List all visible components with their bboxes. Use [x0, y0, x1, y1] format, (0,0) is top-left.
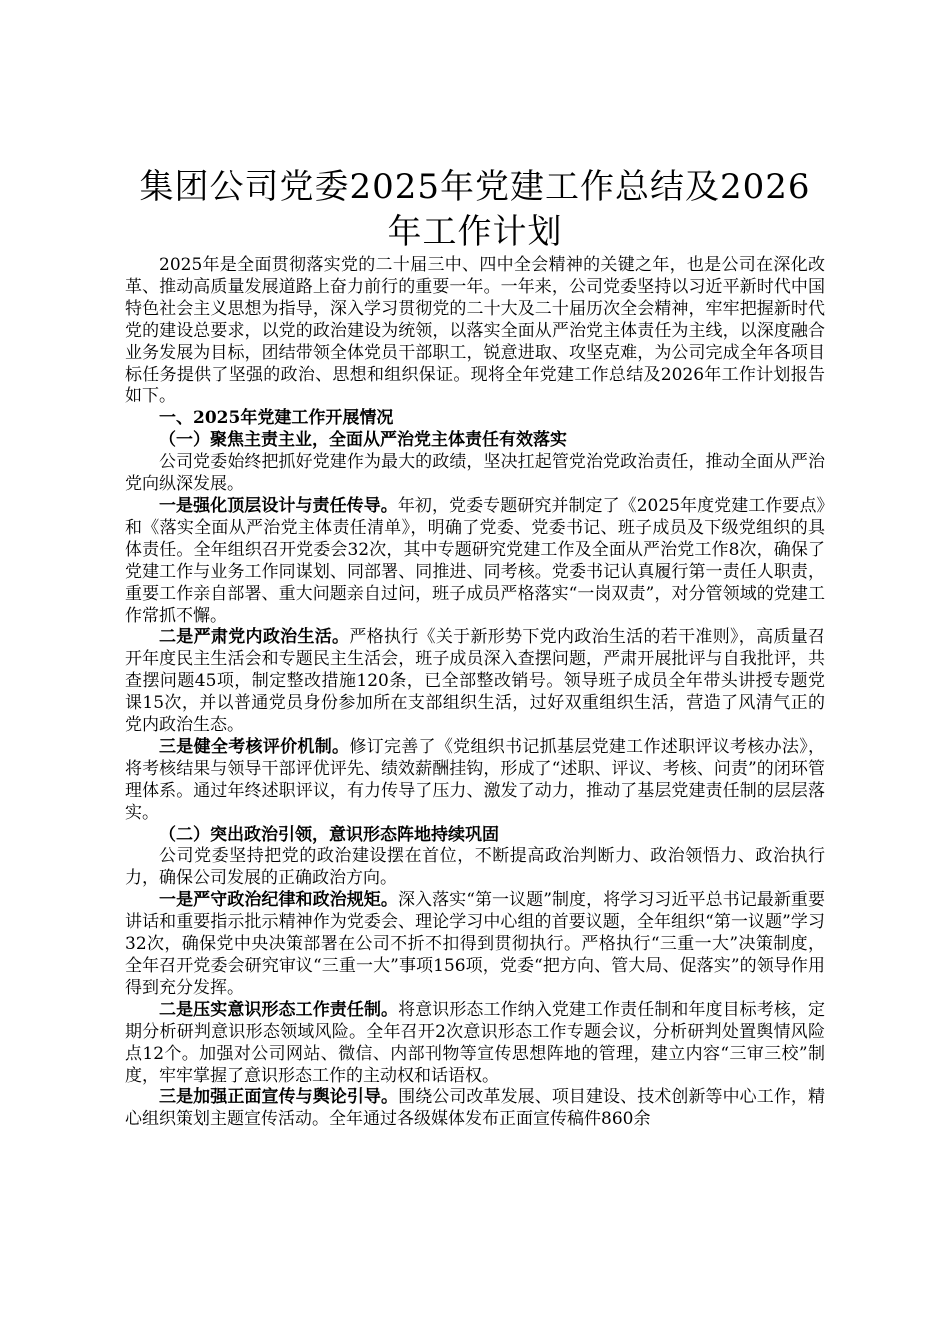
subsection-heading: （一）聚焦主责主业，全面从严治党主体责任有效落实	[159, 430, 567, 451]
item-paragraph	[125, 627, 825, 737]
item-text: 严格执行《关于新形势下党内政治生活的若干准则》，高质量召开年度民主生活会和专题民主生活会，班子成员深入查摆问题，严肃开展批评与自我批评，共查摆问题45项，制定整改措施120条，已全部整改销号。领导班子成员全年带头讲授专题党课15次，并以普通党员身份参加所在支部组织生活，过好双重组织生活，营造了风清气正的党内政治生态。	[125, 627, 826, 736]
item-lead: 一是强化顶层设计与责任传导。	[159, 495, 398, 516]
item-lead: 二是严肃党内政治生活。	[159, 627, 350, 648]
intro-paragraph: 2025年是全面贯彻落实党的二十届三中、四中全会精神的关键之年，也是公司在深化改革、推动高质量发展道路上奋力前行的重要一年。一年来，公司党委坚持以习近平新时代中国特色社会主义思想为指导，深入学习贯彻党的二十大及二十届历次全会精神，牢牢把握新时代党的建设总要求，以党的政治建设为统领，以落实全面从严治党主体责任为主线，以深度融合业务发展为目标，团结带领全体党员干部职工，锐意进取、攻坚克难，为公司完成全年各项目标任务提供了坚强的政治、思想和组织保证。现将全年党建工作总结及2026年工作计划报告如下。	[125, 255, 825, 407]
item-text: 年初，党委专题研究并制定了《2025年度党建工作要点》和《落实全面从严治党主体责任清单》，明确了党委、党委书记、班子成员及下级党组织的具体责任。全年组织召开党委会32次，其中专题研究党建工作及全面从严治党工作8次，确保了党建工作与业务工作同谋划、同部署、同推进、同考核。党委书记认真履行第一责任人职责，重要工作亲自部署、重大问题亲自过问，班子成员严格落实“一岗双责”，对分管领域的党建工作常抓不懈。	[125, 495, 826, 626]
item-lead: 二是压实意识形态工作责任制。	[159, 999, 399, 1020]
item-paragraph	[125, 1000, 825, 1088]
item-lead: 三是健全考核评价机制。	[159, 736, 350, 757]
item-text: 将意识形态工作纳入党建工作责任制和年度目标考核，定期分析研判意识形态领域风险。全年召开2次意识形态工作专题会议，分析研判处置舆情风险点12个。加强对公司网站、微信、内部刊物等宣传思想阵地的管理，建立内容“三审三校”制度，牢牢掌握了意识形态工作的主动权和话语权。	[125, 999, 826, 1086]
item-paragraph	[125, 890, 825, 1000]
item-text: 深入落实“第一议题”制度，将学习习近平总书记最新重要讲话和重要指示批示精神作为党委会、理论学习中心组的首要议题，全年组织“第一议题”学习32次，确保党中央决策部署在公司不折不扣得到贯彻执行。严格执行“三重一大”决策制度，全年召开党委会研究审议“三重一大”事项156项，党委“把方向、管大局、促落实”的领导作用得到充分发挥。	[125, 890, 825, 998]
item-paragraph	[125, 1087, 825, 1131]
item-text: 围绕公司改革发展、项目建设、技术创新等中心工作，精心组织策划主题宣传活动。全年通过各级媒体发布正面宣传稿件860余	[125, 1087, 826, 1130]
item-lead: 一是严守政治纪律和政治规矩。	[159, 890, 398, 911]
section-heading: 一、2025年党建工作开展情况	[159, 408, 394, 429]
item-paragraph	[125, 737, 825, 825]
item-paragraph	[125, 496, 825, 627]
document-page	[125, 165, 825, 1131]
item-text: 修订完善了《党组织书记抓基层党建工作述职评议考核办法》，将考核结果与领导干部评优评先、绩效薪酬挂钩，形成了“述职、评议、考核、问责”的闭环管理体系。通过年终述职评议，有力传导了压力、激发了动力，推动了基层党建责任制的层层落实。	[125, 736, 826, 823]
item-lead: 三是加强正面宣传与舆论引导。	[159, 1087, 399, 1108]
subsection-intro: 公司党委始终把抓好党建作为最大的政绩，坚决扛起管党治党政治责任，推动全面从严治党向纵深发展。	[125, 452, 825, 495]
document-title: 集团公司党委2025年党建工作总结及2026年工作计划	[139, 167, 811, 252]
subsection-intro: 公司党委坚持把党的政治建设摆在首位，不断提高政治判断力、政治领悟力、政治执行力，确保公司发展的正确政治方向。	[125, 846, 825, 889]
subsection-heading: （二）突出政治引领，意识形态阵地持续巩固	[159, 824, 499, 845]
